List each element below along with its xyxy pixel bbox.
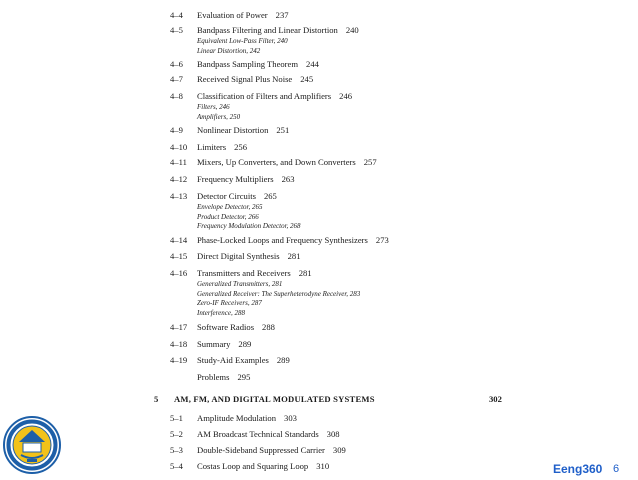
section-page-number: 288 (262, 322, 275, 332)
section-number: 4–12 (170, 174, 188, 184)
section-number: 4–9 (170, 125, 183, 135)
section-page-number: 244 (306, 59, 319, 69)
section-number: 4–5 (170, 25, 183, 35)
section-title (197, 339, 251, 349)
section-number: 4–4 (170, 10, 183, 20)
section-title-text: Limiters (197, 142, 227, 152)
section-page-number: 295 (237, 372, 251, 382)
subsection-entry: Interference, 288 (197, 308, 245, 317)
section-number: 4–8 (170, 91, 183, 101)
section-title (197, 125, 289, 135)
section-page-number: 308 (326, 429, 340, 439)
slide-number: 6 (613, 463, 620, 475)
section-number: 4–14 (170, 235, 188, 245)
subsection-entry: Generalized Transmitters, 281 (197, 280, 283, 288)
subsection-entry: Frequency Modulation Detector, 268 (197, 222, 301, 231)
section-number: 4–11 (170, 157, 187, 167)
university-logo (2, 415, 62, 475)
subsection-entry: Zero-IF Receivers, 287 (197, 299, 262, 308)
section-title-text: Transmitters and Receivers (197, 268, 291, 278)
section-title (197, 268, 312, 278)
section-page-number: 256 (234, 142, 248, 152)
section-title-text: Phase-Locked Loops and Frequency Synthesizers (197, 235, 368, 245)
section-page-number: 246 (339, 91, 353, 101)
subsection-entry: Amplifiers, 250 (197, 112, 241, 121)
section-page-number: 251 (276, 125, 290, 135)
section-number: 4–19 (170, 355, 188, 365)
section-title (197, 251, 300, 261)
section-title (197, 235, 389, 245)
subsection-entry: Envelope Detector, 265 (197, 203, 263, 211)
course-code-label: Eeng360 (553, 462, 603, 476)
section-number: 4–16 (170, 268, 188, 278)
section-page-number: 263 (281, 174, 295, 184)
section-title (197, 74, 313, 84)
section-page-number: 281 (287, 251, 301, 261)
section-page-number: 309 (332, 445, 346, 455)
section-page-number: 310 (316, 461, 330, 471)
university-seal-icon (2, 415, 62, 475)
section-page-number: 240 (345, 25, 359, 35)
section-page-number: 273 (375, 235, 389, 245)
section-page-number: 289 (238, 339, 252, 349)
section-title (197, 191, 277, 201)
section-page-number: 265 (263, 191, 277, 201)
section-title-text: Evaluation of Power (197, 10, 268, 20)
section-title-text: Bandpass Filtering and Linear Distortion (197, 25, 338, 35)
section-title-text: Mixers, Up Converters, and Down Converters (197, 157, 356, 167)
section-title (197, 59, 319, 69)
section-title (197, 445, 346, 455)
subsection-entry: Product Detector, 266 (197, 212, 259, 221)
section-title (197, 142, 247, 152)
chapter-page-number: 302 (489, 394, 502, 404)
section-title-text: Costas Loop and Squaring Loop (197, 461, 309, 471)
section-number: 4–18 (170, 339, 188, 349)
section-number: 4–6 (170, 59, 183, 69)
section-number: 4–7 (170, 74, 183, 84)
section-title-text: AM Broadcast Technical Standards (197, 429, 319, 439)
section-title (197, 322, 275, 332)
subsection-entry: Linear Distortion, 242 (197, 46, 261, 55)
section-title-text: Problems (197, 372, 230, 382)
chapter-title: AM, FM, AND DIGITAL MODULATED SYSTEMS (174, 394, 375, 404)
section-title-text: Software Radios (197, 322, 255, 332)
section-title (197, 429, 340, 439)
section-title (197, 174, 295, 184)
section-page-number: 257 (363, 157, 377, 167)
section-title (197, 413, 297, 423)
subsection-entry: Filters, 246 (197, 103, 230, 111)
section-title (197, 91, 352, 101)
section-page-number: 303 (284, 413, 297, 423)
section-page-number: 289 (276, 355, 290, 365)
section-page-number: 245 (300, 74, 314, 84)
section-title-text: Detector Circuits (197, 191, 256, 201)
section-title (197, 355, 290, 365)
section-page-number: 237 (275, 10, 289, 20)
section-number: 4–10 (170, 142, 188, 152)
section-title (197, 157, 377, 167)
subsection-entry: Equivalent Low-Pass Filter, 240 (197, 37, 288, 45)
section-number: 5–2 (170, 429, 183, 439)
section-number: 5–4 (170, 461, 183, 471)
section-title-text: Frequency Multipliers (197, 174, 274, 184)
chapter-number: 5 (154, 394, 159, 404)
section-number: 5–3 (170, 445, 183, 455)
section-title-text: Amplitude Modulation (197, 413, 277, 423)
section-title-text: Direct Digital Synthesis (197, 251, 280, 261)
section-title-text: Bandpass Sampling Theorem (197, 59, 299, 69)
section-title-text: Classification of Filters and Amplifiers (197, 91, 332, 101)
section-number: 4–13 (170, 191, 188, 201)
section-title-text: Summary (197, 339, 231, 349)
section-title (197, 25, 359, 35)
section-number: 4–17 (170, 322, 188, 332)
section-title-text: Study-Aid Examples (197, 355, 269, 365)
section-number: 5–1 (170, 413, 183, 423)
section-number: 4–15 (170, 251, 188, 261)
section-title (197, 461, 329, 471)
subsection-entry: Generalized Receiver: The Superheterodyne Receiver, 283 (197, 289, 361, 298)
section-title-text: Double-Sideband Suppressed Carrier (197, 445, 325, 455)
section-title (197, 10, 289, 20)
section-title-text: Received Signal Plus Noise (197, 74, 293, 84)
section-title (197, 372, 250, 382)
section-title-text: Nonlinear Distortion (197, 125, 269, 135)
section-page-number: 281 (298, 268, 312, 278)
